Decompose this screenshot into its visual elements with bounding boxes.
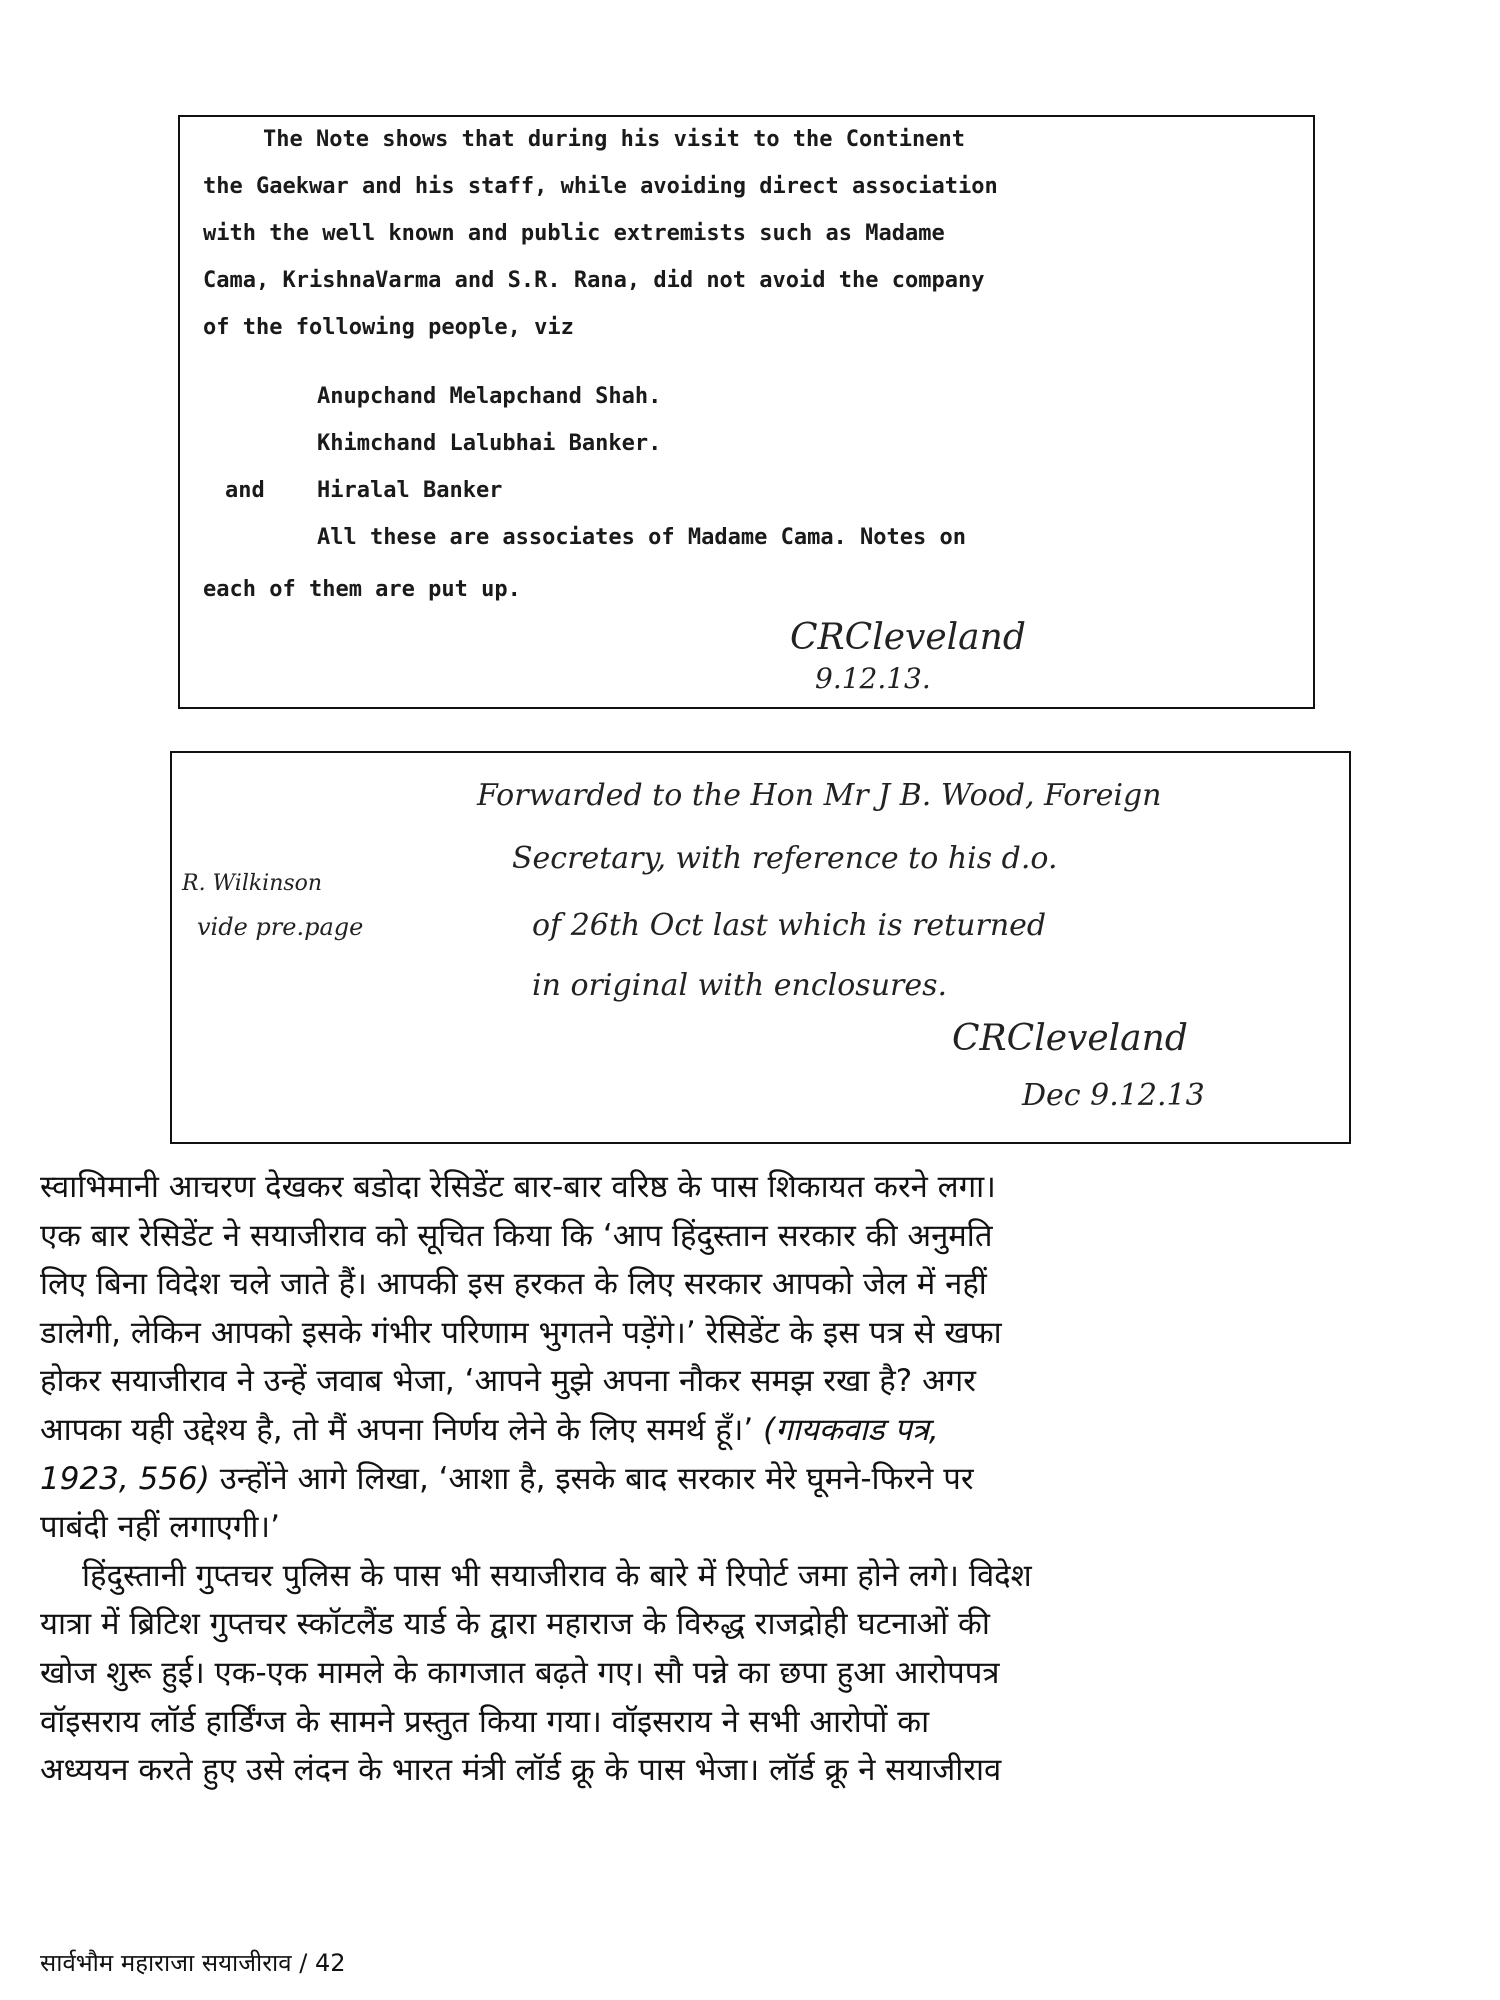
note1-line-3: with the well known and public extremists such as Madame xyxy=(203,221,945,246)
note1-line-2: the Gaekwar and his staff, while avoiding direct association xyxy=(203,174,998,199)
note2-date: Dec 9.12.13 xyxy=(1022,1078,1205,1113)
page-footer: सार्वभौम महाराजा सयाजीराव / 42 xyxy=(40,1949,346,1977)
note1-line-5: of the following people, viz xyxy=(203,315,574,340)
note2-line-1: Forwarded to the Hon Mr J B. Wood, Foreign xyxy=(477,778,1162,813)
note2-margin-2: vide pre.page xyxy=(197,913,364,941)
para1-line-1: स्वाभिमानी आचरण देखकर बडोदा रेसिडेंट बार-बार वरिष्ठ के पास शिकायत करने लगा। xyxy=(40,1169,996,1205)
note2-line-4: in original with enclosures. xyxy=(532,968,948,1003)
handwritten-note-box xyxy=(170,751,1351,1144)
note1-line-4: Cama, KrishnaVarma and S.R. Rana, did not avoid the company xyxy=(203,268,985,293)
note1-name-1: Anupchand Melapchand Shah. xyxy=(317,384,662,409)
para1-line-8: पाबंदी नहीं लगाएगी।’ xyxy=(40,1509,280,1546)
citation-part-2: 1923, 556) xyxy=(40,1460,210,1497)
note1-and: and xyxy=(225,478,265,503)
para2-line-5: अध्ययन करते हुए उसे लंदन के भारत मंत्री लॉर्ड क्रू के पास भेजा। लॉर्ड क्रू ने सयाजीराव xyxy=(40,1752,1002,1789)
note2-signature: CRCleveland xyxy=(952,1018,1188,1059)
para1-line-6-text: आपका यही उद्देश्य है, तो मैं अपना निर्णय लेने के लिए समर्थ हूँ।’ xyxy=(40,1411,764,1448)
citation-part-1: (गायकवाड पत्र, xyxy=(763,1411,939,1448)
para1-line-2: एक बार रेसिडेंट ने सयाजीराव को सूचित किया कि ‘आप हिंदुस्तान सरकार की अनुमति xyxy=(40,1217,993,1254)
note1-name-3: Hiralal Banker xyxy=(317,478,503,503)
note2-line-3: of 26th Oct last which is returned xyxy=(532,908,1047,943)
para2-line-2: यात्रा में ब्रिटिश गुप्तचर स्कॉटलैंड यार्ड के द्वारा महाराज के विरुद्ध राजद्रोही घटनाओं की xyxy=(40,1606,990,1643)
note1-date: 9.12.13. xyxy=(815,662,931,695)
para2-line-1: हिंदुस्तानी गुप्तचर पुलिस के पास भी सयाजीराव के बारे में रिपोर्ट जमा होने लगे। विदेश xyxy=(82,1557,1032,1594)
para1-line-7 xyxy=(40,1455,1460,1504)
para1-line-7-text: उन्होंने आगे लिखा, ‘आशा है, इसके बाद सरकार मेरे घूमने-फिरने पर xyxy=(209,1460,974,1497)
note1-closing-1: All these are associates of Madame Cama. Notes on xyxy=(317,525,967,550)
para1-line-5: होकर सयाजीराव ने उन्हें जवाब भेजा, ‘आपने मुझे अपना नौकर समझ रखा है? अगर xyxy=(40,1363,976,1400)
note2-line-2: Secretary, with reference to his d.o. xyxy=(512,841,1058,876)
para1-line-3: लिए बिना विदेश चले जाते हैं। आपकी इस हरकत के लिए सरकार आपको जेल में नहीं xyxy=(40,1266,987,1303)
note1-name-2: Khimchand Lalubhai Banker. xyxy=(317,431,662,456)
note1-line-1: The Note shows that during his visit to the Continent xyxy=(263,127,965,152)
body-text xyxy=(40,1163,1460,1795)
note1-signature: CRCleveland xyxy=(790,617,1026,658)
note2-margin-1: R. Wilkinson xyxy=(182,871,323,896)
para1-line-6 xyxy=(40,1406,1460,1455)
typed-note-box xyxy=(178,115,1315,709)
note1-closing-2: each of them are put up. xyxy=(203,577,521,602)
para1-line-4: डालेगी, लेकिन आपको इसके गंभीर परिणाम भुगतने पड़ेंगे।’ रेसिडेंट के इस पत्र से खफा xyxy=(40,1314,1002,1351)
para2-line-4: वॉइसराय लॉर्ड हार्डिंग्ज के सामने प्रस्तुत किया गया। वॉइसराय ने सभी आरोपों का xyxy=(40,1703,930,1740)
para2-line-3: खोज शुरू हुई। एक-एक मामले के कागजात बढ़ते गए। सौ पन्ने का छपा हुआ आरोपपत्र xyxy=(40,1654,1000,1691)
